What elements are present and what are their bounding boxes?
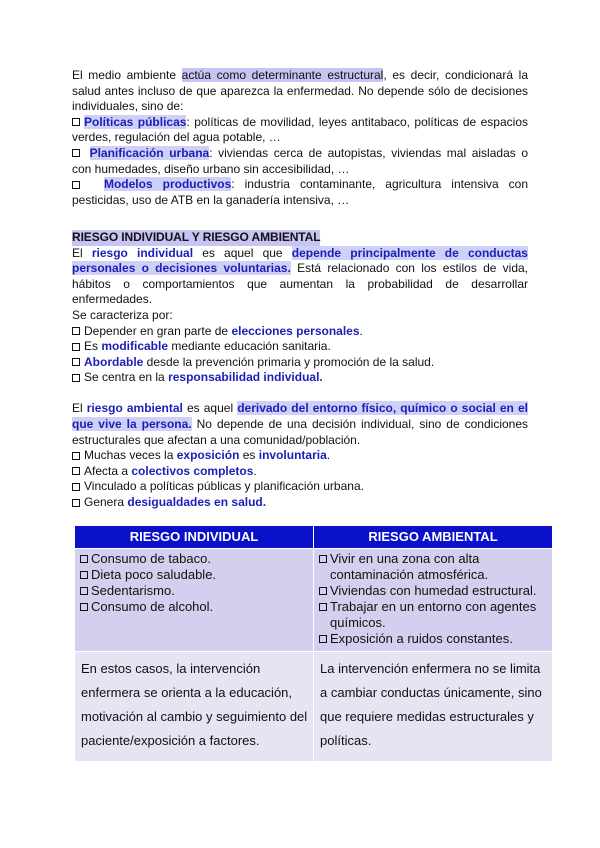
- caracteriza-line: Se caracteriza por:: [72, 307, 173, 322]
- checkbox-bullet-icon: [72, 483, 80, 491]
- term-riesgo-individual: riesgo individual: [91, 245, 194, 260]
- ambiental-note-cell: La intervención enfermera no se limita a cambiar conductas únicamente, sino que requiere medidas estructurales y políticas.: [314, 651, 553, 761]
- intro-paragraph: [72, 68, 528, 115]
- checkbox-bullet-icon: [319, 603, 327, 611]
- text: El medio ambiente: [72, 68, 182, 82]
- ambiental-bullet: Muchas veces la exposición es involuntaria.: [72, 448, 528, 464]
- ambiental-examples-cell: [314, 548, 553, 651]
- bullet-text: : políticas de movilidad, leyes antitabaco, políticas de espacios verdes, regulación del agua potable, …: [72, 114, 528, 145]
- highlighted-text: depende principalmente de conductas personales o decisiones voluntarias.: [72, 245, 528, 276]
- ambiental-bullet: Genera desigualdades en salud.: [72, 495, 528, 511]
- checkbox-bullet-icon: [80, 587, 88, 595]
- checkbox-bullet-icon: [72, 118, 80, 126]
- checkbox-bullet-icon: [80, 603, 88, 611]
- bullet-term: Modelos productivos: [103, 177, 232, 192]
- checkbox-bullet-icon: [72, 149, 80, 157]
- checkbox-bullet-icon: [319, 555, 327, 563]
- table-header-ambiental: RIESGO AMBIENTAL: [314, 525, 553, 548]
- bullet-text: : industria contaminante, agricultura intensiva con pesticidas, uso de ATB en la ganadería intensiva, …: [72, 177, 528, 207]
- bullet-term: Planificación urbana: [89, 145, 210, 160]
- highlighted-text: derivado del entorno físico, químico o social en el que vive la persona.: [72, 401, 528, 432]
- bullet-term: Políticas públicas: [84, 114, 187, 129]
- individual-bullet: Abordable desde la prevención primaria y promoción de la salud.: [72, 355, 528, 371]
- term-riesgo-ambiental: riesgo ambiental: [86, 401, 183, 416]
- list-item: Vivir en una zona con alta contaminación atmosférica.: [318, 551, 548, 583]
- text: , es decir, condicionará la salud antes incluso de que aparezca la enfermedad. No depende sólo de decisiones individuales, sino de:: [72, 68, 529, 114]
- checkbox-bullet-icon: [80, 571, 88, 579]
- checkbox-bullet-icon: [72, 343, 80, 351]
- intro-bullet: [72, 177, 528, 208]
- section-heading: [72, 230, 528, 246]
- ambiental-bullet: Vinculado a políticas públicas y planificación urbana.: [72, 479, 528, 495]
- checkbox-bullet-icon: [72, 499, 80, 507]
- individual-note-cell: En estos casos, la intervención enfermera se orienta a la educación, motivación al cambio y seguimiento del paciente/exposición a factores.: [75, 651, 314, 761]
- checkbox-bullet-icon: [72, 467, 80, 475]
- checkbox-bullet-icon: [80, 555, 88, 563]
- ambiental-paragraph: El riesgo ambiental es aquel derivado del entorno físico, químico o social en el que vive la persona. No depende de una decisión individual, sino de condiciones estructurales que afectan a una comunidad/población.: [72, 401, 529, 447]
- list-item: Consumo de tabaco.: [79, 551, 309, 567]
- list-item: Sedentarismo.: [79, 583, 309, 599]
- checkbox-bullet-icon: [319, 635, 327, 643]
- checkbox-bullet-icon: [72, 358, 80, 366]
- document-page: [72, 68, 542, 762]
- individual-examples-cell: [75, 548, 314, 651]
- checkbox-bullet-icon: [72, 452, 80, 460]
- list-item: Exposición a ruidos constantes.: [318, 631, 548, 647]
- individual-bullet: Es modificable mediante educación sanitaria.: [72, 339, 528, 355]
- table-header-individual: RIESGO INDIVIDUAL: [75, 525, 314, 548]
- ambiental-bullet: Afecta a colectivos completos.: [72, 464, 528, 480]
- section-heading-text: RIESGO INDIVIDUAL Y RIESGO AMBIENTAL: [72, 229, 321, 244]
- checkbox-bullet-icon: [72, 327, 80, 335]
- intro-bullet: [72, 115, 528, 146]
- individual-bullet: Depender en gran parte de elecciones personales.: [72, 324, 528, 340]
- list-item: Trabajar en un entorno con agentes químicos.: [318, 599, 548, 631]
- intro-bullet: [72, 146, 528, 177]
- list-item: Viviendas con humedad estructural.: [318, 583, 548, 599]
- bullet-text: : viviendas cerca de autopistas, viviendas mal aisladas o con humedades, diseño urbano sin accesibilidad, …: [72, 145, 528, 176]
- list-item: Consumo de alcohol.: [79, 599, 309, 615]
- checkbox-bullet-icon: [72, 374, 80, 382]
- list-item: Dieta poco saludable.: [79, 567, 309, 583]
- checkbox-bullet-icon: [72, 181, 80, 189]
- individual-paragraph: El riesgo individual es aquel que depende principalmente de conductas personales o decisiones voluntarias. Está relacionado con los estilos de vida, hábitos o comportamientos que aumentan la probabilidad de desarrollar enfermedades.: [72, 245, 529, 307]
- individual-bullet: Se centra en la responsabilidad individual.: [72, 370, 528, 386]
- comparison-table: [74, 525, 553, 762]
- highlighted-text: actúa como determinante estructural: [181, 68, 384, 82]
- checkbox-bullet-icon: [319, 587, 327, 595]
